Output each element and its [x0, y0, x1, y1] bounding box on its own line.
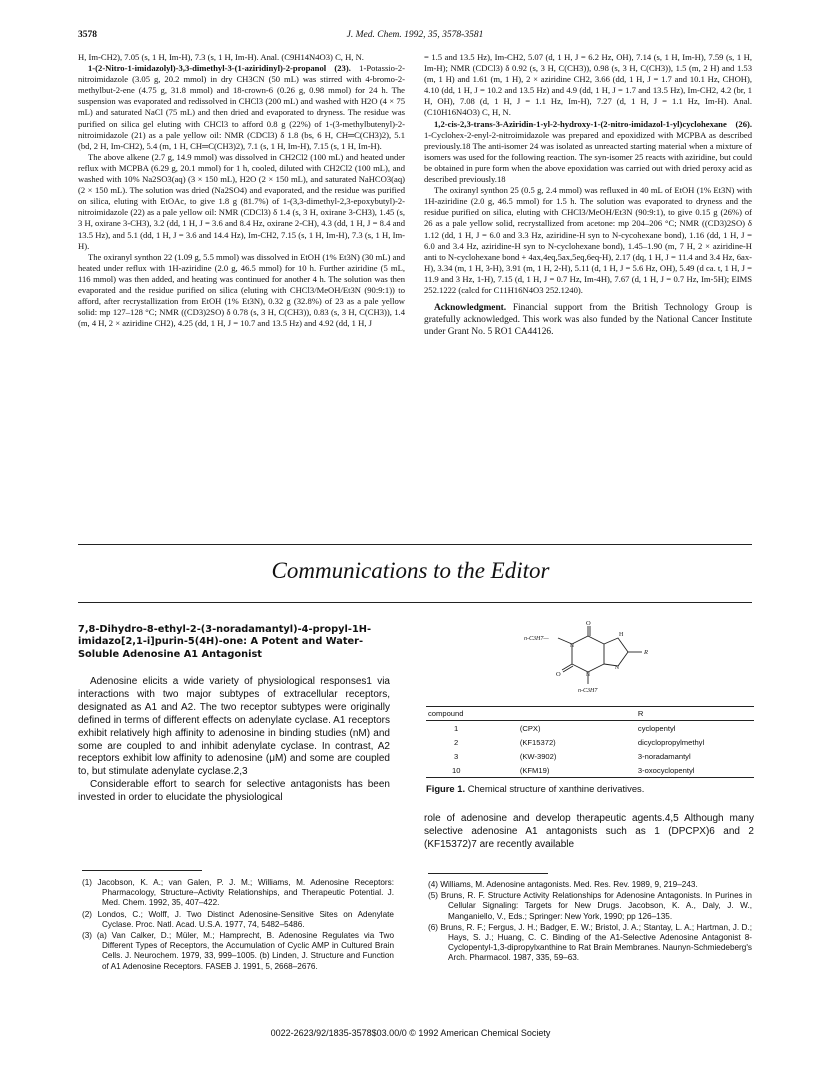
reference-item: (3) (a) Van Calker, D.; Müler, M.; Hamprecht, B. Adenosine Regulates via Two Different Types of Receptors, the Accumulation of Cyclic AMP in Cultured Brain Cells. J. Neurochem. 1979, 33, 999–1005. (b) Linden, J. Structure and Function of A1 Adenosine Receptors. FASEB J. 1991, 5, 2668–2676. [82, 931, 394, 971]
nitrogen-label: N [586, 672, 590, 678]
section-rule [78, 544, 752, 545]
paragraph: = 1.5 and 13.5 Hz), Im-CH2, 5.07 (d, 1 H, J = 6.2 Hz, OH), 7.14 (s, 1 H, Im-H), 7.59 (s, 1 H, Im-H); NMR (CDCl3) δ 0.92 (s, 3 H, C(CH3)), 0.98 (s, 3 H, C(CH3)), 1.5 (m, 2 H) and 1.53 (m, 1 H) and 1.61 (m, 1 H), 2 × aziridine CH2, 3.66 (dd, 1 H, J = 1.7 and 10.1 Hz, CHOH), 4.10 (dd, 1 H, J = 10.2 and 13.5 Hz) and 4.9 (dd, 1 H, J = 1.7 and 13.5 Hz), Im-CH2, 4.2 (br, 1 H, OH), 7.08 (d, 1 H, J = 1.1 Hz, Im-H), 7.27 (d, 1 H, J = 1.1 Hz, Im-H). Anal. (C10H16N4O3) C, H, N. [424, 52, 752, 118]
table-cell: 3 [454, 751, 459, 761]
reference-item: (2) Londos, C.; Wolff, J. Two Distinct Adenosine-Sensitive Sites on Adenylate Cyclase. Proc. Natl. Acad. U.S.A. 1977, 74, 5482–5486. [82, 909, 394, 929]
table-cell: (KW-3902) [519, 751, 557, 761]
running-header [78, 30, 752, 44]
paragraph: The oxiranyl synthon 22 (1.09 g, 5.5 mmol) was dissolved in EtOH (1% Et3N) (30 mL) and heated under reflux with 1H-aziridine (2.0 g, 46.5 mmol) for 10 h. Further aziridine (5 mL, 116 mmol) was then added, and heating was continued for another 4 h. The solution was then evaporated and the residue purified on silica (eluting with CHCl3/MeOH/Et3N (90:9:1)) to afford, after recrystallization from EtOH (1% Et3N), 0.32 g (32.8%) of 23 as a pale yellow solid: mp 127–128 °C; NMR ((CD3)2SO) δ 0.78 (s, 3 H, C(CH3)), 0.83 (s, 3 H, C(CH3)), 1.4 (m, 4 H, 2 × aziridine CH2), 4.25 (dd, 1 H, J = 10.7 and 13.5 Hz) and 4.92 (dd, 1 H, J [78, 251, 405, 329]
xanthine-structure-figure [520, 620, 670, 704]
footnote-rule [82, 870, 202, 871]
paragraph: H, Im-CH2), 7.05 (s, 1 H, Im-H), 7.3 (s, 1 H, Im-H). Anal. (C9H14N4O3) C, H, N. [78, 52, 364, 62]
copyright-footer: 0022-2623/92/1835-3578$03.00/0 © 1992 American Chemical Society [270, 1028, 551, 1038]
journal-citation: J. Med. Chem. 1992, 35, 3578-3581 [346, 30, 484, 40]
paragraph: The oxiranyl synthon 25 (0.5 g, 2.4 mmol) was refluxed in 40 mL of EtOH (1% Et3N) with 1H-aziridine (2.0 g, 46.5 mmol) for 1.5 h. The solution was evaporated to dryness and the residue purified on silica, eluting with CHCl3/MeOH/Et3N (90:9:1), to give 0.15 g (26%) of 26 as a pale yellow solid, recrystallized from acetone: mp 204–206 °C; NMR ((CD3)2SO) δ 1.12 (dd, 1 H, J = 6.0 and 3.3 Hz, aziridine-H syn to N-cycohexane bond), 1.16 (dd, 1 H, J = 6.0 and 3.4 Hz, aziridine-H syn to N-cyclohexane bond), 1.45–1.90 (m, 7 H, 2 × aziridine-H anti to N-cyclohexane bond + 4ax,4eq,5ax,5eq,6eq-H), 2.17 (dq, 1 H, J = 11.4 and 3.4 Hz, 6ax-H), 3.34 (m, 1 H, 3-H), 3.91 (m, 1 H, 2-H), 5.11 (d, 1 H, J = 5.6 Hz, OH), 5.49 (d ca. t, 1 H, J = 11.9 and 3 Hz, 1-H), 7.15 (d, 1 H, J = 0.7 Hz, Im-4H), 7.67 (d, 1 H, J = 0.7 Hz, Im-5H); EIMS 252.1222 (calcd for C11H16N4O3 252.1240). [424, 185, 752, 295]
table-cell: (KFM19) [518, 763, 636, 778]
figure-label: Figure 1. [426, 783, 466, 794]
reference-item: (6) Bruns, R. F.; Fergus, J. H.; Badger, E. W.; Bristol, J. A.; Stantay, L. A.; Hartman, J. D.; Hays, S. J.; Huang, C. C. Binding of the A1-Selective Adenosine Antagonist 8-Cyclopentyl-1,3-dipropylxanthine to Rat Brain Membranes. Naunyn-Schmiedeberg's Arch. Pharmacol. 1987, 335, 59–63. [428, 922, 752, 963]
compound-title: 1,2-cis-2,3-trans-3-Aziridin-1-yl-2-hydroxy-1-(2-nitro-imidazol-1-yl)cyclohexane (26). [434, 118, 752, 129]
r-group-label: R [644, 649, 648, 656]
reference-item: (1) Jacobson, K. A.; van Galen, P. J. M.; Williams, M. Adenosine Receptors: Pharmacology, Structure–Activity Relationships, and Therapeutic Potential. J. Med. Chem. 1992, 35, 407–422. [82, 878, 394, 908]
oxygen-label: O [586, 620, 591, 627]
acknowledgment-label: Acknowledgment. [434, 303, 507, 314]
paragraph-text: 1-Potassio-2-nitroimidazole (3.05 g, 20.2 mmol) in dry CH3CN (50 mL) was stirred with 4-bromo-2-methylbut-2-ene (4.75 g, 31.8 mmol) and 18-crown-6 (0.26 g, 0.98 mmol) for 24 h. The suspension was evaporated and redissolved in CHCl3 (200 mL) and washed with H2O (4 × 75 mL) and saturated NaCl (75 mL) and then dried and evaporated to dryness. The residue was purified on silica gel eluting with CHCl3 to afford 0.8 g (22%) of 1-(3-methylbutenyl)-2-nitroimidazole (21) as a pale yellow oil: NMR (CDCl3) δ 1.8 (bs, 6 H, CH═C(CH3)2), 5.1 (bd, 2 H, Im-CH2), 5.4 (m, 1 H, CH═C(CH3)2), 7.1 (s, 1 H, Im-H), 7.15 (s, 1 H, Im-H). [78, 63, 405, 151]
article-paragraph: Adenosine elicits a wide variety of physiological responses1 via interactions with two major subtypes of extracellular receptors, designated as A1 and A2. The two receptor subtypes were originally defined in terms of different effects on adenylate cyclase. A1 receptors exhibit relatively high affinity to adenosine in binding studies (nM) and some are coupled to and inhibit adenylate cyclase. In contrast, A2 receptors exhibit low affinity to adenosine (μM) and some are coupled to, but stimulate adenylate cyclase.2,3 [78, 676, 390, 778]
compound-title: 1-(2-Nitro-1-imidazolyl)-3,3-dimethyl-3-(1-aziridinyl)-2-propanol (23). [88, 63, 351, 74]
table-row [426, 763, 754, 778]
paragraph-text: 1-Cyclohex-2-enyl-2-nitroimidazole was prepared and epoxidized with MCPBA as described previously.18 The anti-isomer 24 was isolated as unreacted starting material when a mixture of isomers was used for the following reaction. The syn-isomer 25 reacts with aziridine, but could be obtained in pure form when the above epoxidation was carried out with dried peroxy acid as described previously.18 [424, 129, 752, 185]
table-cell: cyclopentyl [637, 723, 676, 733]
reference-item: (4) Williams, M. Adenosine antagonists. Med. Res. Rev. 1989, 9, 219–243. [428, 880, 698, 889]
table-cell: 1 [454, 723, 459, 733]
nitrogen-label: N [570, 643, 574, 649]
compound-table [426, 706, 754, 778]
nitrogen-label: N [615, 665, 619, 671]
article-paragraph: role of adenosine and develop therapeutic agents.4,5 Although many selective adenosine A1 antagonists such as 1 (DPCPX)6 and 2 (KF15372)7 are recently available [424, 813, 754, 850]
references-left [82, 878, 394, 973]
table-cell: dicyclopropylmethyl [637, 737, 705, 747]
oxygen-label: O [556, 671, 561, 678]
article-body-left [78, 676, 390, 805]
table-row [426, 721, 754, 736]
column-header [518, 707, 636, 721]
table-cell: 2 [454, 737, 459, 747]
references-right [428, 880, 752, 965]
acknowledgment [424, 302, 752, 338]
table-row [426, 735, 754, 749]
section-rule [78, 602, 752, 603]
footnote-rule [428, 873, 548, 874]
page-number: 3578 [78, 30, 97, 40]
reference-item: (5) Bruns, R. F. Structure Activity Relationships for Adenosine Antagonists. In Purines in Cellular Signaling: Targets for New Drugs. Jacobson, K. A., Daly, J. W., Manganiello, V., Eds.; Springer: New York, 1990; pp 126–135. [428, 891, 752, 921]
table-row [426, 749, 754, 763]
acknowledgment-text: Financial support from the British Technology Group is gratefully acknowledged. This work was also funded by the National Cancer Institute under Grant No. 5 RO1 CA44126. [424, 303, 753, 338]
compound-paragraph [424, 119, 752, 186]
article-body-right [424, 813, 754, 852]
experimental-column-left [78, 52, 405, 329]
column-header: R [636, 707, 754, 721]
paragraph: The above alkene (2.7 g, 14.9 mmol) was dissolved in CH2Cl2 (100 mL) and heated under reflux with MCPBA (6.29 g, 20.1 mmol) for 1 h, cooled, diluted with CH2Cl2 (100 mL), and washed with 10% Na2SO3(aq) (3 × 150 mL), H2O (2 × 150 mL), and saturated NaHCO3(aq) (2 × 150 mL). The solution was dried (Na2SO4) and evaporated, and the residue was purified on silica, eluting with EtOAc, to give 1.8 g (81.7%) of 1-(3,3-dimethyl-2,3-epoxybutyl)-2-nitroimidazole (22) as a pale yellow oil: NMR (CDCl3) δ 1.4 (s, 3 H, oxirane 3-CH3), 1.45 (s, 3 H, oxirane 3-CH3), 3.2 (dd, 1 H, J = 3.6 and 8.4 Hz, oxirane 2-CH), 4.3 (dd, 1 H, J = 8.4 and 13.5 Hz), and 5.1 (dd, 1 H, J = 3.6 and 14.4 Hz), Im-CH2, 7.15 (s, 1 H, Im-H), 7.3 (s, 1 H, Im-H). [78, 151, 405, 251]
article-paragraph: Considerable effort to search for selective antagonists has been invested in order to elucidate the physiological [78, 779, 390, 804]
section-heading: Communications to the Editor [271, 558, 550, 583]
table-header-row [426, 707, 754, 721]
propyl-label: n-C3H7 [578, 688, 598, 694]
column-header: compound [426, 707, 518, 721]
structure-bonds [558, 626, 642, 684]
nh-label: H [619, 632, 624, 638]
figure-caption [426, 783, 754, 794]
compound-paragraph [78, 63, 405, 152]
experimental-column-right [424, 52, 752, 338]
propyl-label: n-C3H7— [524, 636, 549, 642]
figure-caption-text: Chemical structure of xanthine derivatives. [467, 783, 645, 794]
table-cell: 10 [426, 763, 518, 778]
table-cell: 3-oxocyclopentyl [636, 763, 754, 778]
table-cell: (CPX) [519, 723, 541, 733]
table-cell: 3-noradamantyl [637, 751, 691, 761]
table-cell: (KF15372) [519, 737, 556, 747]
article-title: 7,8-Dihydro-8-ethyl-2-(3-noradamantyl)-4-propyl-1H-imidazo[2,1-i]purin-5(4H)-one: A Potent and Water-Soluble Adenosine A1 Antagonist [78, 624, 372, 660]
